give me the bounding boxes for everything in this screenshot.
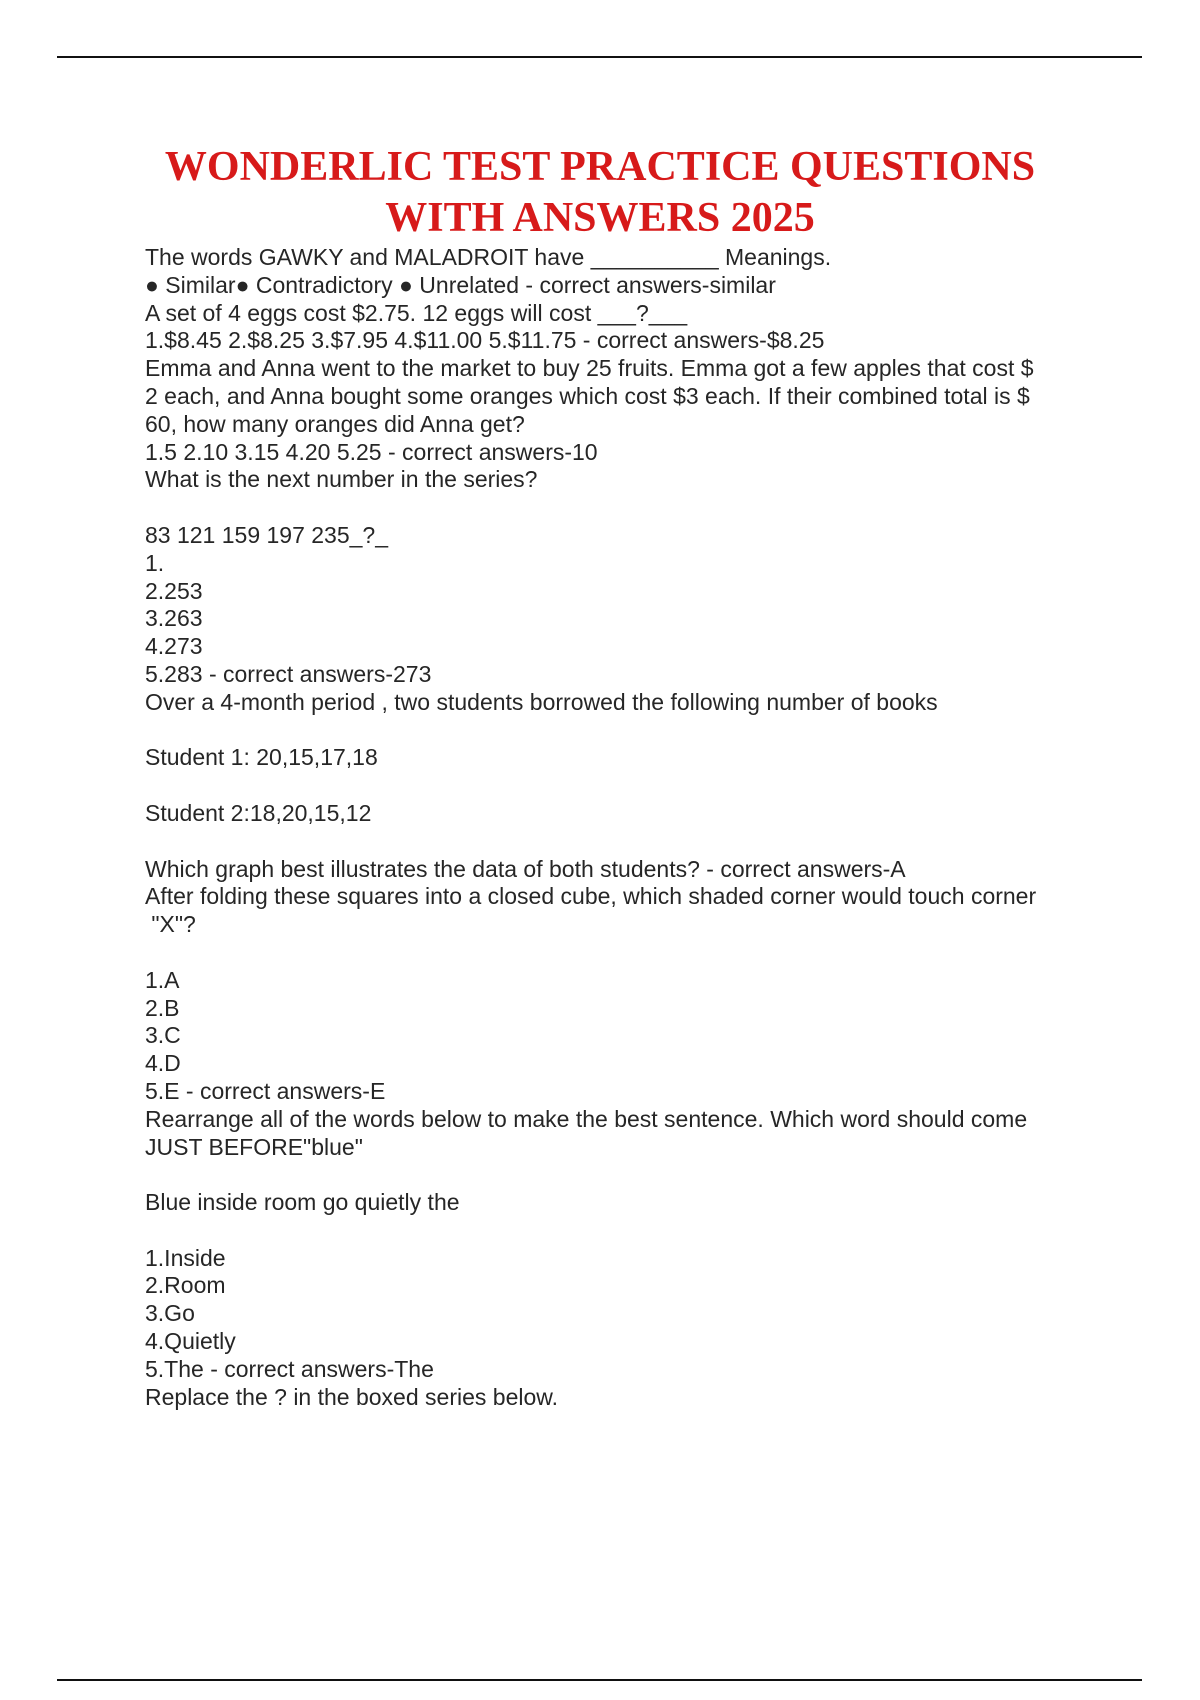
document-title — [100, 142, 1100, 244]
text-line: JUST BEFORE"blue" — [145, 1133, 363, 1160]
text-line: 4.273 — [145, 633, 203, 660]
text-line: "X"? — [145, 911, 196, 938]
blank-line — [145, 1161, 1090, 1189]
text-line: Over a 4-month period , two students borrowed the following number of books — [145, 688, 938, 715]
text-line: 1.$8.45 2.$8.25 3.$7.95 4.$11.00 5.$11.75 - correct answers-$8.25 — [145, 327, 825, 354]
bottom-rule — [57, 1679, 1142, 1681]
title-line-2: WITH ANSWERS 2025 — [385, 195, 815, 241]
text-line: 1.A — [145, 966, 180, 993]
text-line: 5.E - correct answers-E — [145, 1077, 386, 1104]
text-line: 3.Go — [145, 1300, 195, 1327]
text-line: Rearrange all of the words below to make the best sentence. Which word should come — [145, 1105, 1028, 1132]
text-line: ● Similar● Contradictory ● Unrelated - correct answers-similar — [145, 271, 776, 298]
top-rule — [57, 56, 1142, 58]
text-line: Student 1: 20,15,17,18 — [145, 744, 378, 771]
blank-line — [145, 494, 1090, 522]
text-line: 2 each, and Anna bought some oranges which cost $3 each. If their combined total is $ — [145, 382, 1030, 409]
text-line: Emma and Anna went to the market to buy 25 fruits. Emma got a few apples that cost $ — [145, 355, 1034, 382]
text-line: A set of 4 eggs cost $2.75. 12 eggs will cost ___?___ — [145, 299, 688, 326]
text-line: Which graph best illustrates the data of both students? - correct answers-A — [145, 855, 906, 882]
blank-line — [145, 939, 1090, 967]
title-line-1: WONDERLIC TEST PRACTICE QUESTIONS — [164, 144, 1036, 190]
text-line: Replace the ? in the boxed series below. — [145, 1383, 558, 1410]
text-line: 1. — [145, 549, 165, 576]
text-line: 2.253 — [145, 577, 203, 604]
text-line: 3.C — [145, 1022, 181, 1049]
blank-line — [145, 1217, 1090, 1245]
text-line: 5.The - correct answers-The — [145, 1355, 434, 1382]
text-line: 4.D — [145, 1050, 181, 1077]
blank-line — [145, 828, 1090, 856]
text-line: 1.5 2.10 3.15 4.20 5.25 - correct answers-10 — [145, 438, 598, 465]
text-line: 3.263 — [145, 605, 203, 632]
text-line: 4.Quietly — [145, 1328, 236, 1355]
document-body — [145, 244, 1090, 1411]
text-line: 60, how many oranges did Anna get? — [145, 410, 525, 437]
text-line: 1.Inside — [145, 1244, 226, 1271]
blank-line — [145, 772, 1090, 800]
text-line: What is the next number in the series? — [145, 466, 538, 493]
text-line: Blue inside room go quietly the — [145, 1189, 460, 1216]
blank-line — [145, 717, 1090, 745]
text-line: Student 2:18,20,15,12 — [145, 799, 372, 826]
text-line: 83 121 159 197 235_?_ — [145, 521, 389, 548]
text-line: 2.Room — [145, 1272, 226, 1299]
text-line: 2.B — [145, 994, 180, 1021]
text-line: The words GAWKY and MALADROIT have __________ Meanings. — [145, 244, 832, 270]
text-line: 5.283 - correct answers-273 — [145, 660, 432, 687]
text-line: After folding these squares into a closed cube, which shaded corner would touch corner — [145, 883, 1037, 910]
